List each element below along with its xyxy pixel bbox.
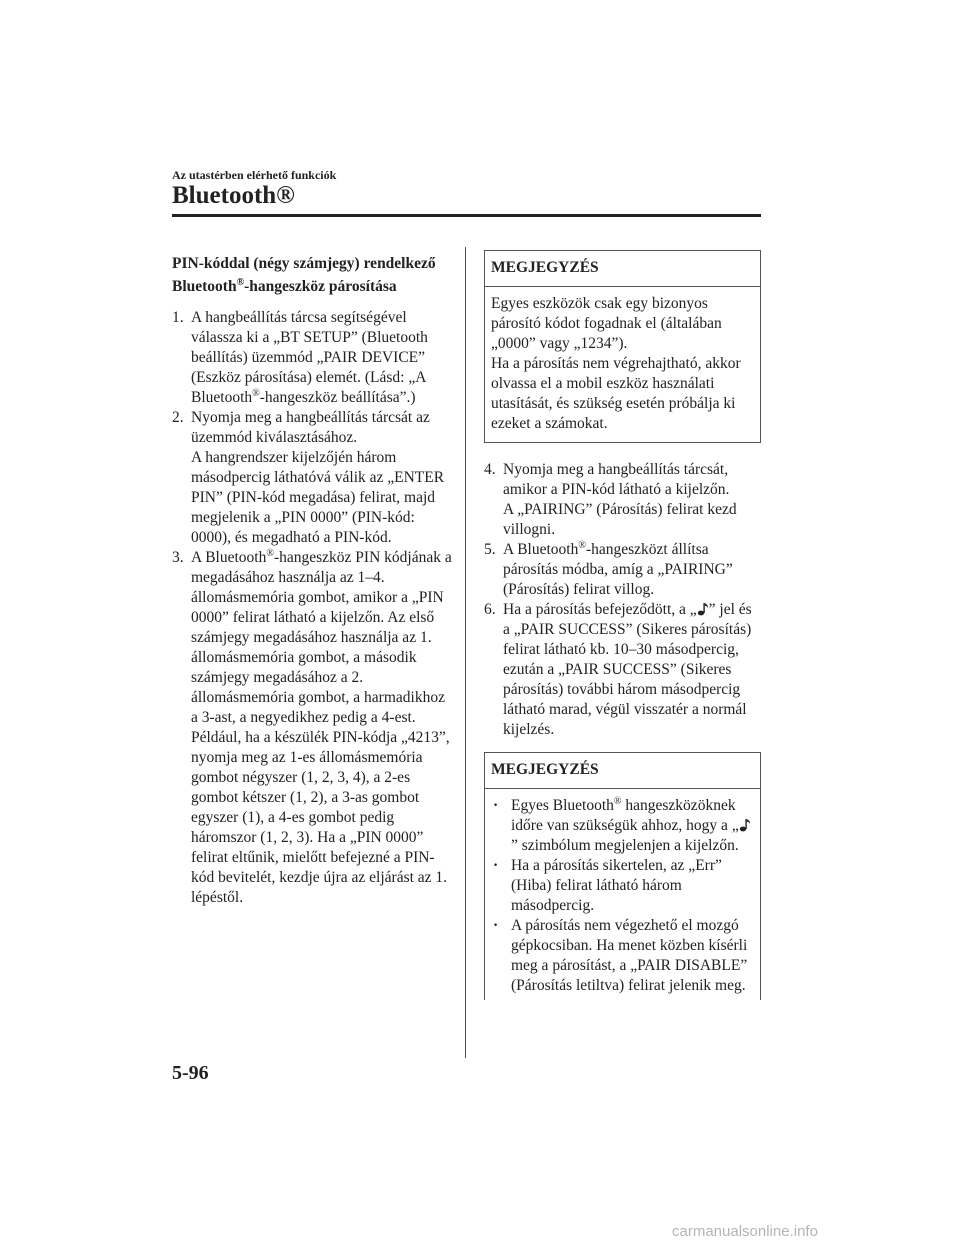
note-body: Egyes eszközök csak egy bizonyos párosító kódot fogadnak el (általában „0000” vagy „1234”). Ha a párosítás nem végrehajtható, akkor olvassa el a mobil eszköz használati utasítását, és szükség esetén próbálja ki ezeket a számokat.	[491, 295, 741, 432]
note-title: MEGJEGYZÉS	[485, 753, 760, 789]
bullet-text: A párosítás nem végezhető el mozgó gépkocsiban. Ha menet közben kísérli meg a párosítást, a „PAIR DISABLE” (Párosítás letiltva) felirat jelenik meg.	[511, 917, 748, 994]
left-column	[172, 252, 452, 908]
step-text: A Bluetooth®-hangeszköz PIN kódjának a megadásához használja az 1–4. állomásmemória gombot, amikor a „PIN 0000” felirat látható a kijelzőn. Az első számjegy megadásához használja az 1. állomásmemória gombot, a második számjegy megadásához a 2. állomásmemória gombot, a harmadikhoz a 3-ast, a negyedikhez pedig a 4-est. Például, ha a készülék PIN-kódja „4213”, nyomja meg az 1-es állomásmemória gombot négyszer (1, 2, 3, 4), a 2-es gombot kétszer (1, 2), a 3-as gombot egyszer (1), a 4-es gombot pedig háromszor (1, 2, 3). Ha a „PIN 0000” felirat eltűnik, mielőtt befejezné a PIN-kód bevitelét, kezdje újra az eljárást az 1. lépéstől.	[191, 548, 452, 906]
bullet-text: Ha a párosítás sikertelen, az „Err” (Hiba) felirat látható három másodpercig.	[511, 857, 722, 914]
bullet-list	[491, 796, 754, 996]
list-item	[491, 916, 754, 996]
page-number: 5-96	[172, 1062, 209, 1084]
page-title: Bluetooth®	[172, 182, 295, 209]
list-item	[491, 796, 754, 856]
bullet-marker: ·	[493, 857, 499, 874]
list-item	[491, 856, 754, 916]
right-column	[484, 250, 761, 1000]
steps-list	[484, 460, 761, 740]
column-divider	[465, 247, 466, 1058]
note-box	[484, 250, 761, 443]
list-item	[484, 600, 761, 740]
step-text: Nyomja meg a hangbeállítás tárcsát, amikor a PIN-kód látható a kijelzőn. A „PAIRING” (Párosítás) felirat kezd villogni.	[503, 461, 737, 538]
list-item	[172, 408, 452, 548]
step-number: 3.	[172, 549, 184, 566]
step-number: 5.	[484, 541, 496, 558]
music-note-icon	[739, 818, 751, 832]
steps-list	[172, 308, 452, 908]
list-item	[484, 460, 761, 540]
step-text: Nyomja meg a hangbeállítás tárcsát az üzemmód kiválasztásához. A hangrendszer kijelzőjén három másodpercig láthatóvá válik az „ENTER PIN” (PIN-kód megadása) felirat, majd megjelenik a „PIN 0000” (PIN-kód: 0000), és megadható a PIN-kód.	[191, 409, 445, 546]
note-title: MEGJEGYZÉS	[485, 251, 760, 287]
bullet-marker: ·	[493, 797, 499, 814]
step-number: 1.	[172, 309, 184, 326]
list-item	[172, 308, 452, 408]
step-number: 4.	[484, 461, 496, 478]
step-text: Ha a párosítás befejeződött, a „ ” jel és a „PAIR SUCCESS” (Sikeres párosítás) felirat látható kb. 10–30 másodpercig, ezután a „PAIR SUCCESS” (Sikeres párosítás) további három másodpercig látható marad, végül visszatér a normál kijelzés.	[503, 601, 752, 738]
step-text: A Bluetooth®-hangeszközt állítsa párosítás módba, amíg a „PAIRING” (Párosítás) felirat villog.	[503, 540, 733, 598]
subheading: PIN-kóddal (négy számjegy) rendelkező Bluetooth®-hangeszköz párosítása	[172, 255, 436, 295]
title-rule	[172, 214, 761, 217]
step-text: A hangbeállítás tárcsa segítségével válassza ki a „BT SETUP” (Bluetooth beállítás) üzemmód „PAIR DEVICE” (Eszköz párosítása) elemét. (Lásd: „A Bluetooth®-hangeszköz beállítása”.)	[191, 309, 428, 406]
note-box	[484, 752, 761, 1000]
step-number: 2.	[172, 409, 184, 426]
list-item	[172, 548, 452, 908]
list-item	[484, 540, 761, 600]
step-number: 6.	[484, 601, 496, 618]
bullet-text: Egyes Bluetooth® hangeszközöknek időre van szükségük ahhoz, hogy a „” szimbólum megjelenjen a kijelzőn.	[511, 796, 754, 856]
music-note-icon	[697, 602, 709, 616]
section-label: Az utastérben elérhető funkciók	[172, 168, 337, 182]
bullet-marker: ·	[493, 917, 499, 934]
watermark: carmanualsonline.info	[672, 1223, 818, 1240]
note-body	[485, 789, 760, 1000]
